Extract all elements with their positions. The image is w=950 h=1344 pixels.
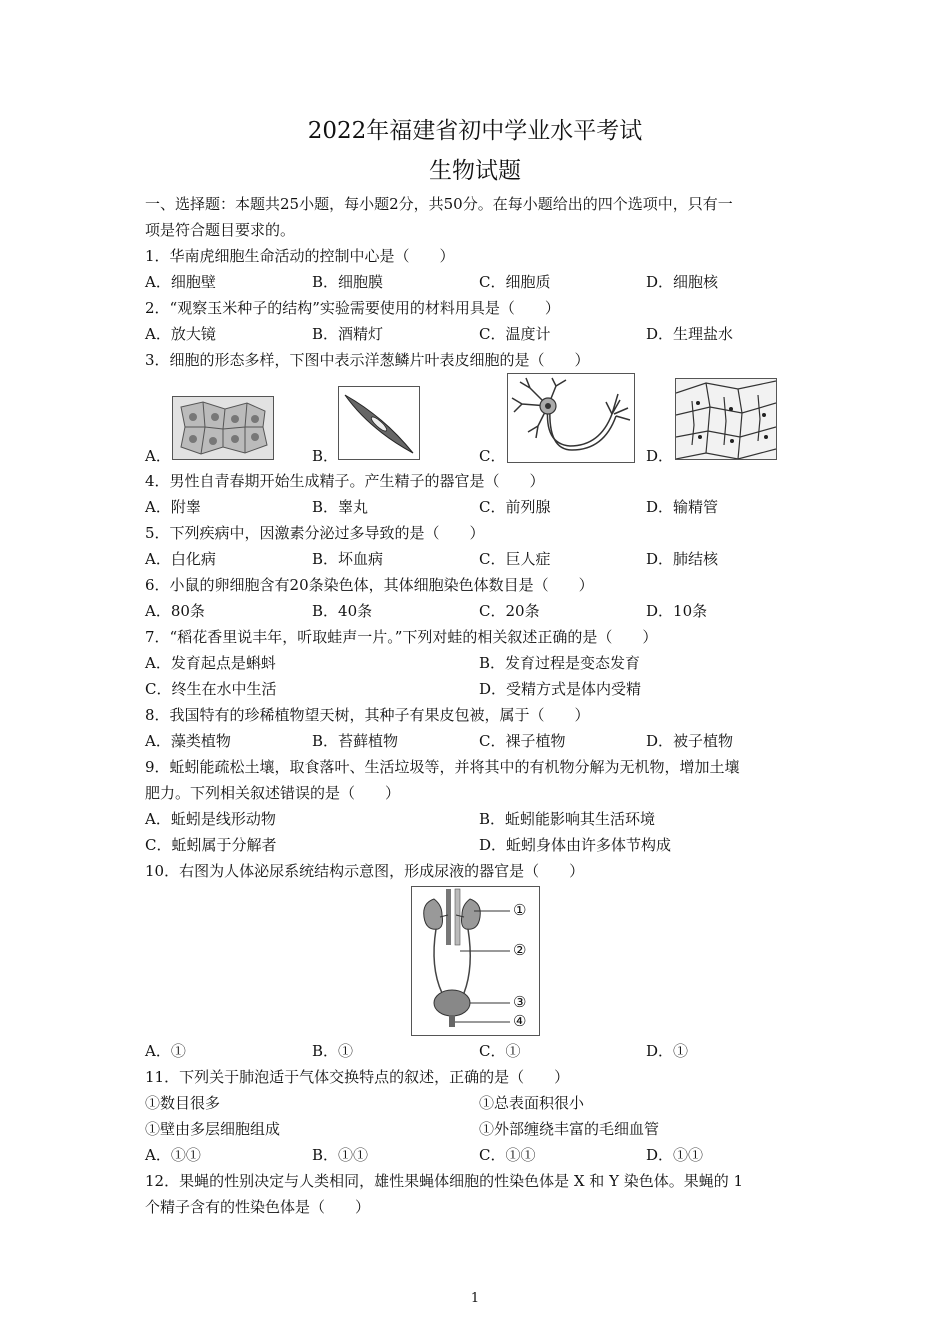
q5-option-a: A．白化病 (145, 550, 216, 568)
q11-stem: 11．下列关于肺泡适于气体交换特点的叙述，正确的是（ ） (145, 1068, 570, 1086)
label-1: ① (513, 901, 527, 919)
q4-option-b: B．睾丸 (312, 498, 369, 516)
q6-option-c: C．20条 (479, 602, 540, 620)
q3-option-a: A． (145, 447, 171, 465)
q8-stem: 8．我国特有的珍稀植物望天树，其种子有果皮包被，属于（ ） (145, 706, 590, 724)
q1-option-b: B．细胞膜 (312, 273, 384, 291)
q2-option-c: C．温度计 (479, 325, 551, 343)
q8-option-c: C．裸子植物 (479, 732, 566, 750)
figure-b-smooth-muscle-cell (338, 386, 420, 460)
q11-statement-1: ①数目很多 (145, 1094, 221, 1112)
q5-option-b: B．坏血病 (312, 550, 384, 568)
q10-option-c: C．① (479, 1042, 521, 1060)
q11-option-c: C．①① (479, 1146, 536, 1164)
q3-stem: 3．细胞的形态多样，下图中表示洋葱鳞片叶表皮细胞的是（ ） (145, 351, 590, 369)
q9-option-c: C．蚯蚓属于分解者 (145, 836, 277, 854)
label-4: ④ (513, 1012, 527, 1030)
q11-option-b: B．①① (312, 1146, 369, 1164)
q8-option-d: D．被子植物 (646, 732, 734, 750)
q12-stem-line-2: 个精子含有的性染色体是（ ） (145, 1198, 371, 1216)
q7-option-c: C．终生在水中生活 (145, 680, 277, 698)
q11-statement-4: ①外部缠绕丰富的毛细血管 (479, 1120, 660, 1138)
instructions-line-2: 项是符合题目要求的。 (145, 221, 296, 239)
q2-stem: 2．“观察玉米种子的结构”实验需要使用的材料用具是（ ） (145, 299, 560, 317)
q4-option-d: D．输精管 (646, 498, 719, 516)
q4-option-c: C．前列腺 (479, 498, 551, 516)
figure-c-neuron (507, 373, 635, 463)
q1-stem: 1．华南虎细胞生命活动的控制中心是（ ） (145, 247, 455, 265)
q6-option-b: B．40条 (312, 602, 373, 620)
q5-stem: 5．下列疾病中，因激素分泌过多导致的是（ ） (145, 524, 485, 542)
q8-option-b: B．苔藓植物 (312, 732, 399, 750)
q7-option-a: A．发育起点是蝌蚪 (145, 654, 276, 672)
q2-option-a: A．放大镜 (145, 325, 216, 343)
q9-stem-line-2: 肥力。下列相关叙述错误的是（ ） (145, 784, 401, 802)
q7-stem: 7．“稻花香里说丰年，听取蛙声一片。”下列对蛙的相关叙述正确的是（ ） (145, 628, 658, 646)
q11-option-a: A．①① (145, 1146, 201, 1164)
q9-option-b: B．蚯蚓能影响其生活环境 (479, 810, 656, 828)
q7-option-d: D．受精方式是体内受精 (479, 680, 642, 698)
q5-option-d: D．肺结核 (646, 550, 719, 568)
q11-statement-3: ①壁由多层细胞组成 (145, 1120, 281, 1138)
q9-stem-line-1: 9．蚯蚓能疏松土壤，取食落叶、生活垃圾等，并将其中的有机物分解为无机物，增加土壤 (145, 758, 740, 776)
q2-option-d: D．生理盐水 (646, 325, 734, 343)
label-3: ③ (513, 993, 527, 1011)
q11-option-d: D．①① (646, 1146, 704, 1164)
q1-option-c: C．细胞质 (479, 273, 551, 291)
q10-stem: 10．右图为人体泌尿系统结构示意图，形成尿液的器官是（ ） (145, 862, 585, 880)
q11-statement-2: ①总表面积很小 (479, 1094, 585, 1112)
instructions-line-1: 一、选择题：本题共25小题，每小题2分，共50分。在每小题给出的四个选项中，只有一 (145, 195, 733, 213)
q9-option-a: A．蚯蚓是线形动物 (145, 810, 276, 828)
q9-option-d: D．蚯蚓身体由许多体节构成 (479, 836, 672, 854)
label-2: ② (513, 941, 527, 959)
q6-stem: 6．小鼠的卵细胞含有20条染色体，其体细胞染色体数目是（ ） (145, 576, 594, 594)
q10-option-a: A．① (145, 1042, 186, 1060)
figure-urinary-system (411, 886, 540, 1036)
q2-option-b: B．酒精灯 (312, 325, 384, 343)
q4-option-a: A．附睾 (145, 498, 201, 516)
q1-option-a: A．细胞壁 (145, 273, 216, 291)
q8-option-a: A．藻类植物 (145, 732, 231, 750)
q5-option-c: C．巨人症 (479, 550, 551, 568)
q6-option-a: A．80条 (145, 602, 205, 620)
q4-stem: 4．男性自青春期开始生成精子。产生精子的器官是（ ） (145, 472, 545, 490)
exam-subtitle: 生物试题 (429, 158, 521, 184)
q7-option-b: B．发育过程是变态发育 (479, 654, 641, 672)
q12-stem-line-1: 12．果蝇的性别决定与人类相同，雄性果蝇体细胞的性染色体是 X 和 Y 染色体。果蝇的 1 (145, 1172, 744, 1190)
q3-option-d: D． (646, 447, 674, 465)
page-number: 1 (470, 1291, 480, 1306)
q6-option-d: D．10条 (646, 602, 708, 620)
q10-option-d: D．① (646, 1042, 689, 1060)
figure-d-onion-epidermal-cells (675, 378, 777, 460)
q10-option-b: B．① (312, 1042, 354, 1060)
q1-option-d: D．细胞核 (646, 273, 719, 291)
q3-option-c: C． (479, 447, 506, 465)
figure-a-epithelial-cells (172, 396, 274, 460)
exam-title: 2022年福建省初中学业水平考试 (307, 118, 643, 144)
q3-option-b: B． (312, 447, 339, 465)
